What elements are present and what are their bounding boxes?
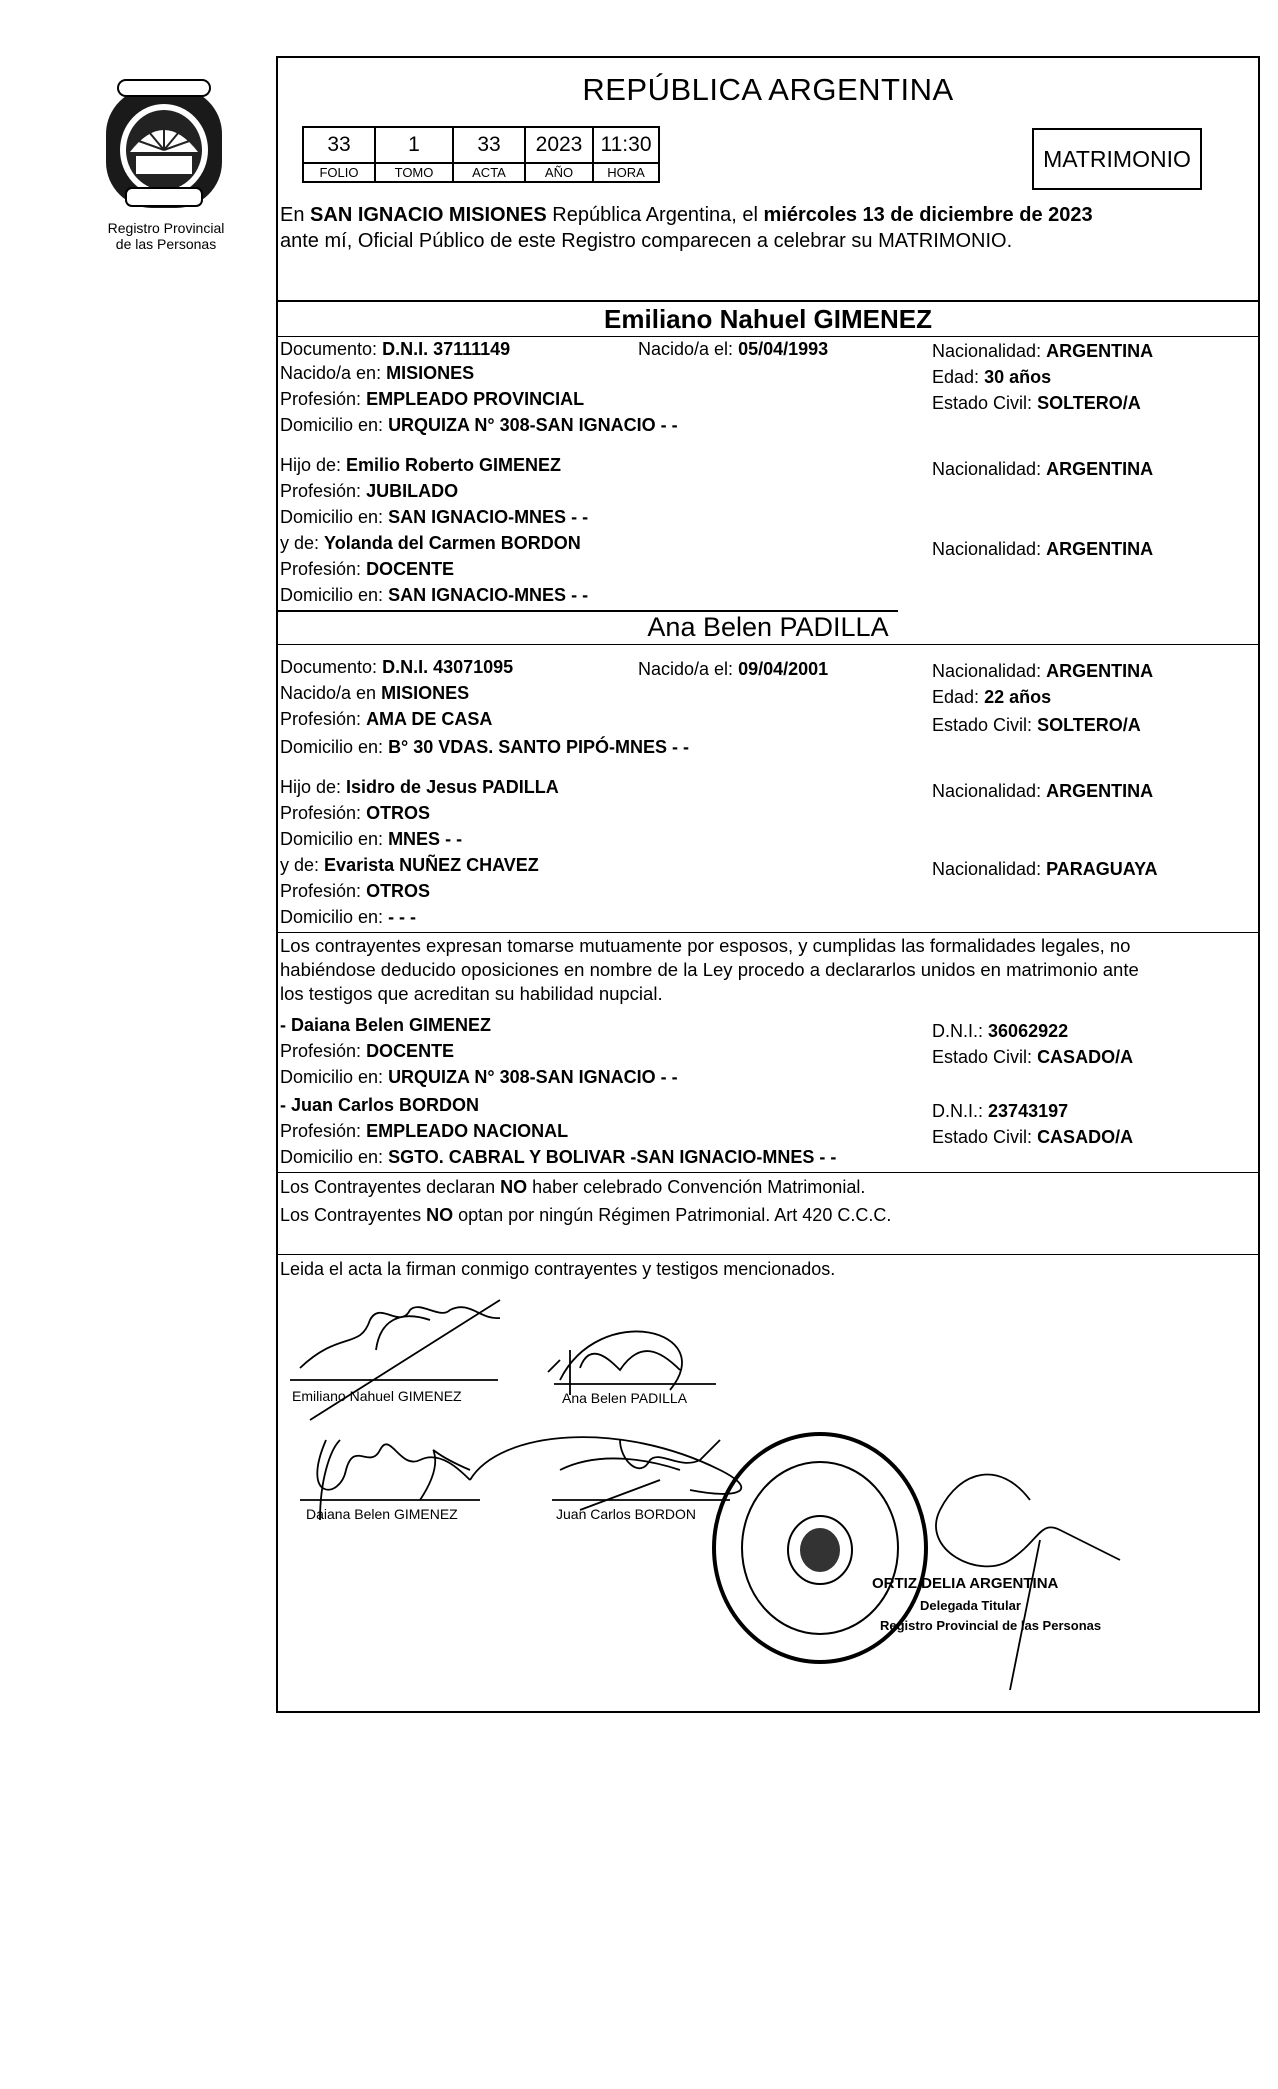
c1-domicilio: Domicilio en: URQUIZA N° 308-SAN IGNACIO - -: [280, 415, 678, 435]
c1-estado-civil: Estado Civil: SOLTERO/A: [932, 393, 1141, 413]
signature-oficial-icon: [936, 1475, 1120, 1690]
folio-label: FOLIO: [303, 163, 375, 182]
c2-profesion: Profesión: AMA DE CASA: [280, 709, 493, 729]
c1-madre-domicilio: Domicilio en: SAN IGNACIO-MNES - -: [280, 585, 589, 605]
tomo-label: TOMO: [375, 163, 453, 182]
oficial-organismo: Registro Provincial de las Personas: [880, 1618, 1102, 1633]
c2-estado-civil: Estado Civil: SOLTERO/A: [932, 715, 1141, 735]
c2-edad: Edad: 22 años: [932, 687, 1052, 707]
c2-padre: Hijo de: Isidro de Jesus PADILLA: [280, 777, 559, 797]
hora-value: 11:30: [593, 127, 659, 163]
document-title: REPÚBLICA ARGENTINA: [582, 72, 954, 107]
lugar: SAN IGNACIO MISIONES: [310, 204, 547, 226]
c2-madre-nacionalidad: Nacionalidad: PARAGUAYA: [932, 859, 1158, 879]
intro-text: En SAN IGNACIO MISIONES República Argentina, el miércoles 13 de diciembre de 2023 ante mí, Oficial Público de este Registro comparecen a celebrar su MATRIMONIO.: [280, 204, 1093, 252]
c2-madre-profesion: Profesión: OTROS: [280, 881, 431, 901]
c2-madre: y de: Evarista NUÑEZ CHAVEZ: [280, 855, 539, 875]
c1-nacido-en: Nacido/a en: MISIONES: [280, 363, 475, 383]
c1-profesion: Profesión: EMPLEADO PROVINCIAL: [280, 389, 585, 409]
convencion-b: Los Contrayentes NO optan por ningún Régimen Patrimonial. Art 420 C.C.C.: [280, 1205, 892, 1225]
acta-value: 33: [453, 127, 525, 163]
c1-padre: Hijo de: Emilio Roberto GIMENEZ: [280, 455, 562, 475]
c2-padre-domicilio: Domicilio en: MNES - -: [280, 829, 463, 849]
anio-label: AÑO: [525, 163, 593, 182]
tipo-acta-box: MATRIMONIO: [1032, 128, 1202, 190]
t2-dni: D.N.I.: 23743197: [932, 1101, 1069, 1121]
c2-padre-nacionalidad: Nacionalidad: ARGENTINA: [932, 781, 1154, 801]
hora-label: HORA: [593, 163, 659, 182]
oficial-cargo: Delegada Titular: [920, 1598, 1021, 1613]
c1-madre-profesion: Profesión: DOCENTE: [280, 559, 455, 579]
c1-nacido-el: Nacido/a el: 05/04/1993: [638, 339, 829, 359]
c1-padre-domicilio: Domicilio en: SAN IGNACIO-MNES - -: [280, 507, 589, 527]
oficial-nombre: ORTIZ DELIA ARGENTINA: [872, 1575, 1059, 1592]
t1-dni: D.N.I.: 36062922: [932, 1021, 1069, 1041]
caption-line1: Registro Provincial: [107, 220, 225, 236]
folio-value: 33: [303, 127, 375, 163]
firma-label-1: Emiliano Nahuel GIMENEZ: [292, 1388, 462, 1404]
acta-label: ACTA: [453, 163, 525, 182]
c1-padre-nacionalidad: Nacionalidad: ARGENTINA: [932, 459, 1154, 479]
c1-edad: Edad: 30 años: [932, 367, 1052, 387]
lectura-text: Leida el acta la firman conmigo contrayentes y testigos mencionados.: [280, 1259, 836, 1279]
declaracion-text: Los contrayentes expresan tomarse mutuamente por esposos, y cumplidas las formalidades legales, no habiéndose deducido oposiciones en nombre de la Ley procedo a declararlos unidos en matrimonio ante los testigos que acreditan su habilidad nupcial.: [280, 935, 1139, 1004]
c2-madre-domicilio: Domicilio en: - - -: [280, 907, 417, 927]
convencion-a: Los Contrayentes declaran NO haber celebrado Convención Matrimonial.: [280, 1177, 866, 1197]
c1-madre-nacionalidad: Nacionalidad: ARGENTINA: [932, 539, 1154, 559]
c1-documento: Documento: D.N.I. 37111149: [280, 339, 511, 359]
firma-label-2: Ana Belen PADILLA: [562, 1390, 688, 1406]
c2-padre-profesion: Profesión: OTROS: [280, 803, 431, 823]
signature-4-icon: [470, 1437, 741, 1510]
t2-nombre: - Juan Carlos BORDON: [280, 1095, 480, 1115]
t2-estado-civil: Estado Civil: CASADO/A: [932, 1127, 1134, 1147]
signature-3-icon: [317, 1440, 470, 1520]
delegacion-seal-icon: [714, 1434, 926, 1662]
c2-nacido-en: Nacido/a en MISIONES: [280, 683, 470, 703]
signature-2-icon: [548, 1331, 682, 1395]
anio-value: 2023: [525, 127, 593, 163]
firma-label-4: Juan Carlos BORDON: [556, 1506, 697, 1522]
t1-nombre: - Daiana Belen GIMENEZ: [280, 1015, 492, 1035]
c2-documento: Documento: D.N.I. 43071095: [280, 657, 514, 677]
firma-label-3: Daiana Belen GIMENEZ: [306, 1506, 458, 1522]
fecha: miércoles 13 de diciembre de 2023: [763, 204, 1093, 226]
t1-domicilio: Domicilio en: URQUIZA N° 308-SAN IGNACIO - -: [280, 1067, 678, 1087]
c1-madre: y de: Yolanda del Carmen BORDON: [280, 533, 581, 553]
signature-1-icon: [300, 1300, 500, 1420]
c1-padre-profesion: Profesión: JUBILADO: [280, 481, 459, 501]
contrayente2-nombre: Ana Belen PADILLA: [647, 612, 889, 642]
caption-line2: de las Personas: [115, 236, 217, 252]
t1-profesion: Profesión: DOCENTE: [280, 1041, 455, 1061]
c2-nacionalidad: Nacionalidad: ARGENTINA: [932, 661, 1154, 681]
c2-domicilio: Domicilio en: B° 30 VDAS. SANTO PIPÓ-MNES - -: [280, 737, 689, 757]
c2-nacido-el: Nacido/a el: 09/04/2001: [638, 659, 829, 679]
t2-domicilio: Domicilio en: SGTO. CABRAL Y BOLIVAR -SAN IGNACIO-MNES - -: [280, 1147, 837, 1167]
contrayente1-nombre: Emiliano Nahuel GIMENEZ: [604, 304, 932, 334]
t1-estado-civil: Estado Civil: CASADO/A: [932, 1047, 1134, 1067]
c1-nacionalidad: Nacionalidad: ARGENTINA: [932, 341, 1154, 361]
tomo-value: 1: [375, 127, 453, 163]
t2-profesion: Profesión: EMPLEADO NACIONAL: [280, 1121, 569, 1141]
